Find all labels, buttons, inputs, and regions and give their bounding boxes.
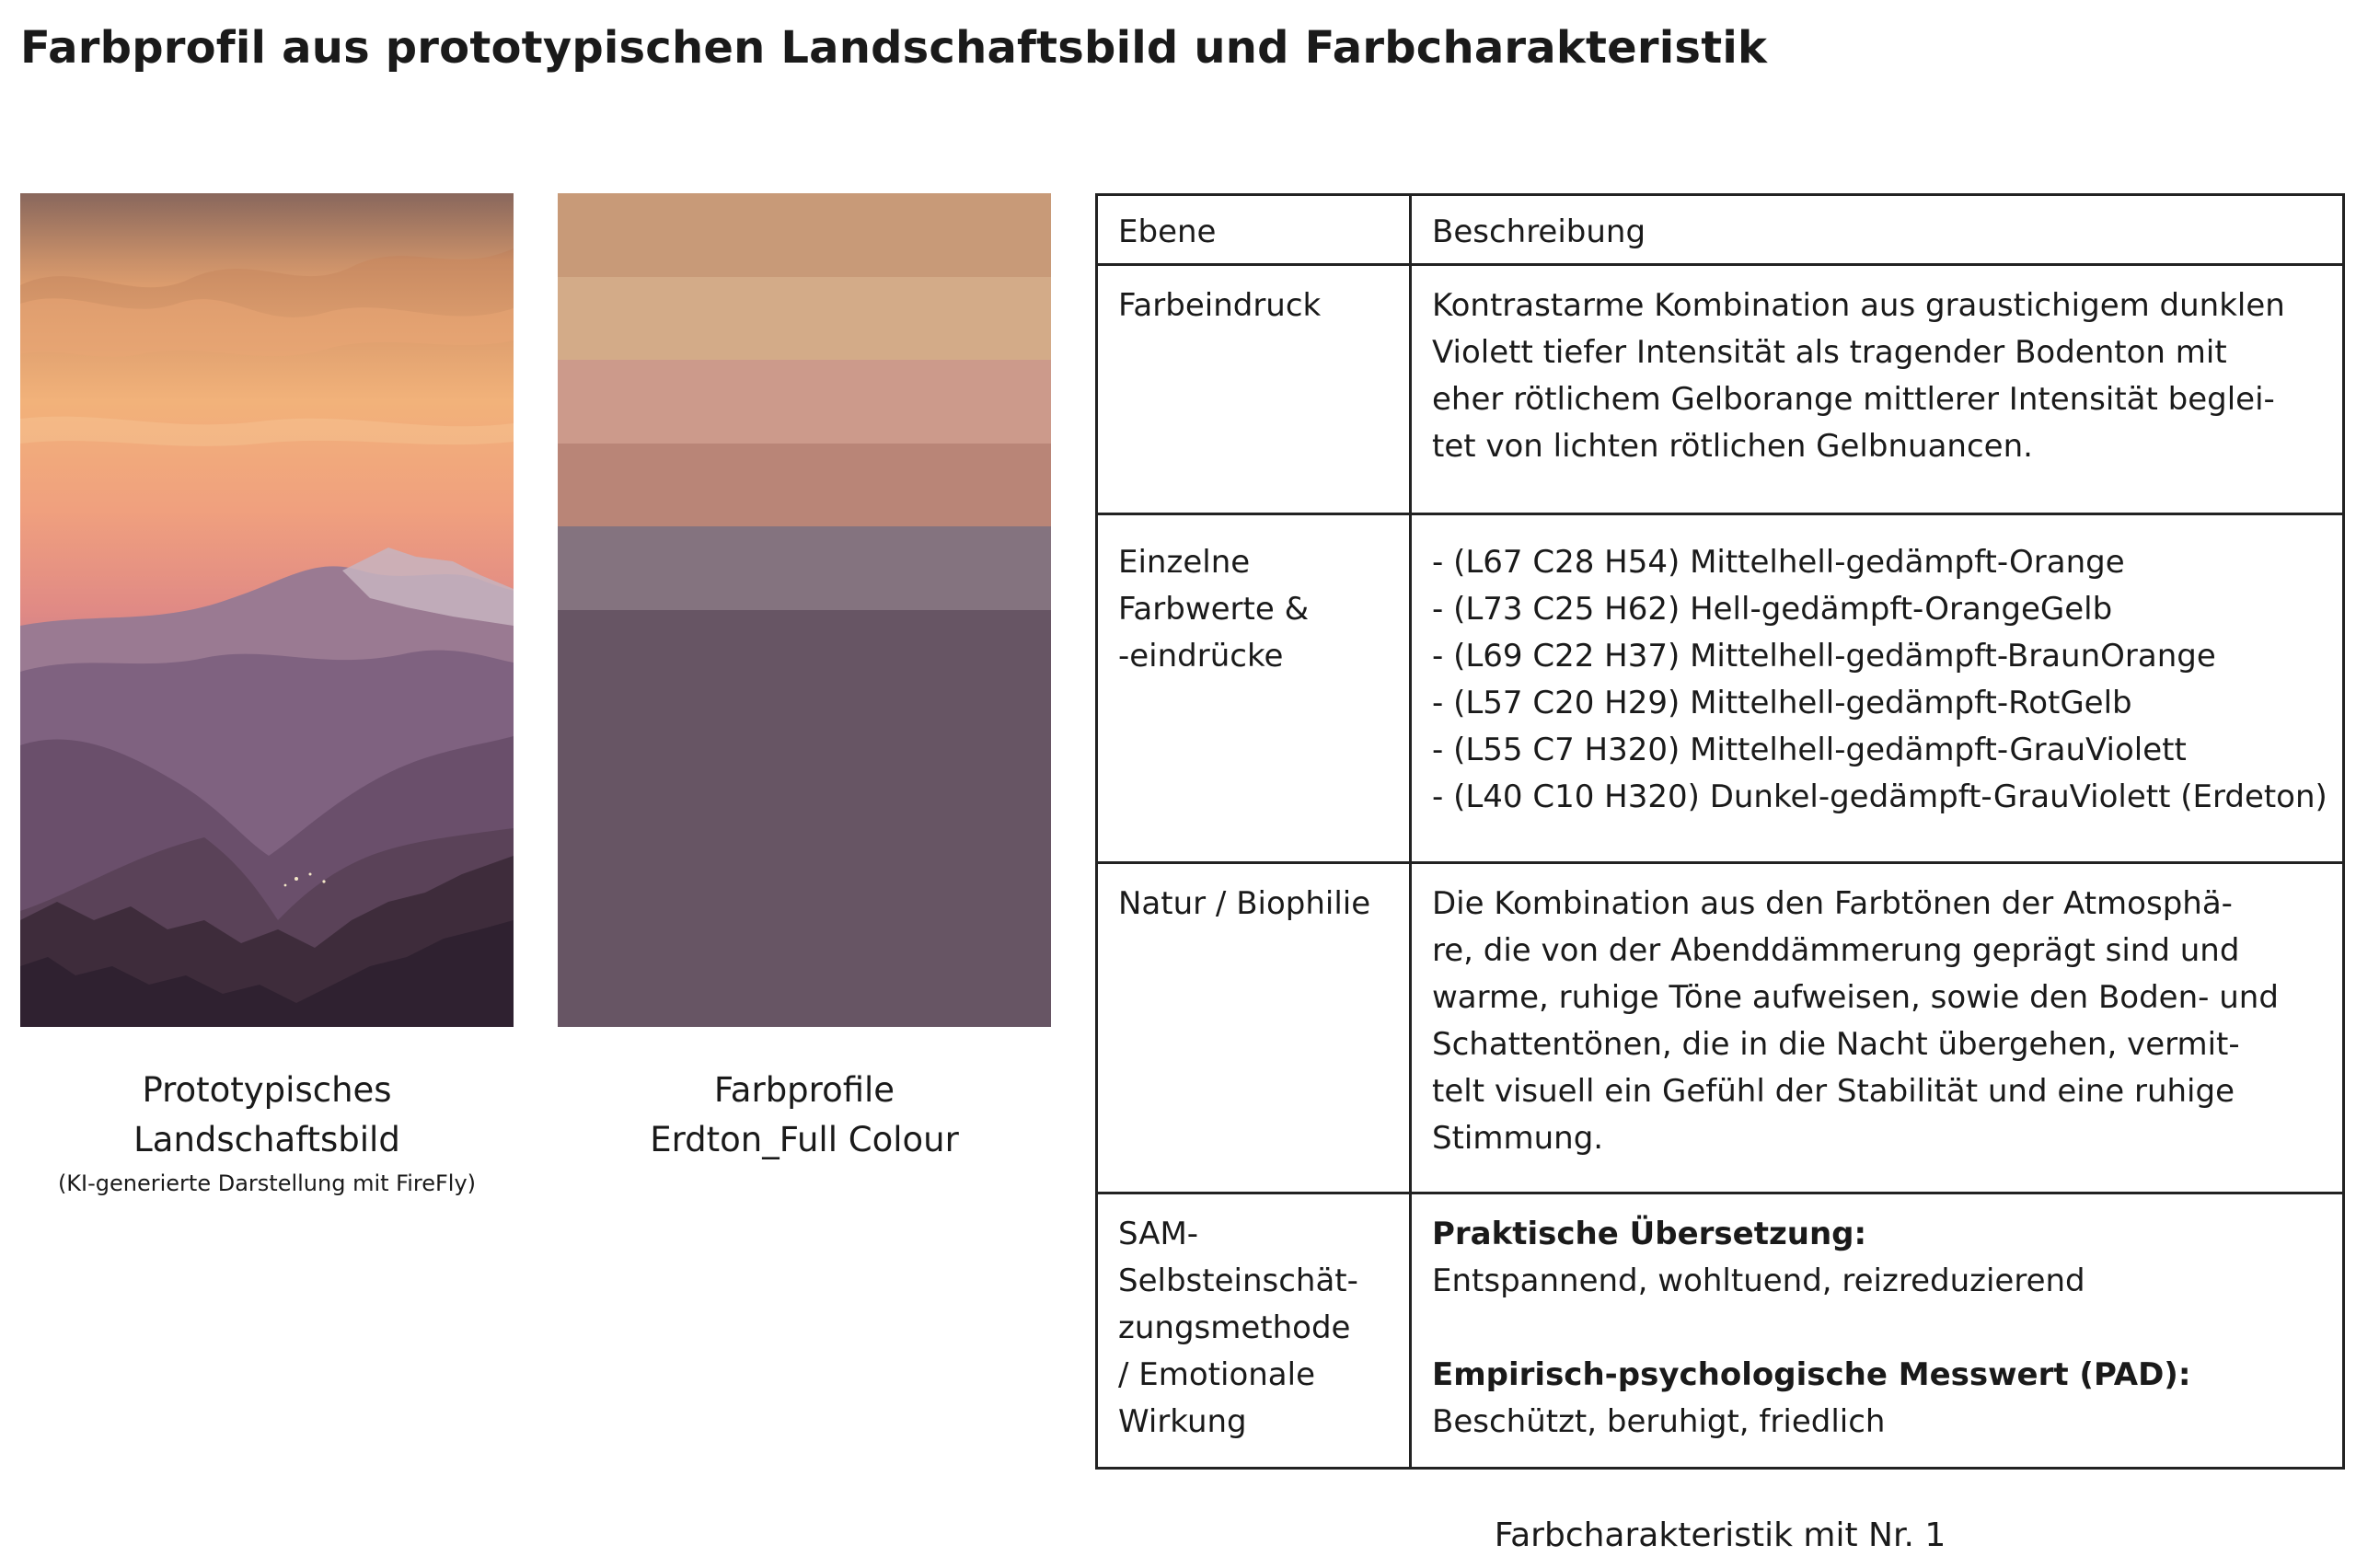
label-line: Einzelne <box>1118 544 1251 581</box>
label-line: zungsmethode <box>1118 1309 1351 1346</box>
row-label <box>1097 265 1411 514</box>
desc-line: - (L69 C22 H37) Mittelhell-gedämpft-BraunOrange <box>1432 638 2216 674</box>
row-description <box>1411 265 2344 514</box>
row-description <box>1411 1193 2344 1469</box>
table-row <box>1097 265 2344 514</box>
color-swatch-4 <box>558 444 1051 527</box>
desc-line: Schattentönen, die in die Nacht übergehen, vermit- <box>1432 1026 2240 1063</box>
landscape-caption <box>20 1066 514 1202</box>
desc-line: warme, ruhige Töne aufweisen, sowie den Boden- und <box>1432 979 2279 1016</box>
empirical-heading: Empirisch-psychologische Messwert (PAD): <box>1432 1356 2191 1393</box>
desc-line: - (L55 C7 H320) Mittelhell-gedämpft-GrauViolett <box>1432 732 2187 768</box>
row-label <box>1097 514 1411 863</box>
desc-line: Kontrastarme Kombination aus graustichigem dunklen <box>1432 287 2285 324</box>
desc-line: Die Kombination aus den Farbtönen der Atmosphä- <box>1432 885 2233 922</box>
color-swatch-5 <box>558 526 1051 610</box>
label-line: Farbeindruck <box>1118 287 1322 324</box>
label-line: / Emotionale <box>1118 1356 1315 1393</box>
desc-line: eher rötlichem Gelborange mittlerer Intensität beglei- <box>1432 381 2275 418</box>
palette-caption-line2: Erdton_Full Colour <box>650 1120 959 1159</box>
row-description <box>1411 514 2344 863</box>
page-title: Farbprofil aus prototypischen Landschaftsbild und Farbcharakteristik <box>20 22 1768 74</box>
color-swatch-3 <box>558 360 1051 444</box>
row-label <box>1097 1193 1411 1469</box>
table-row <box>1097 1193 2344 1469</box>
color-swatch-6 <box>558 610 1051 1027</box>
table-caption: Farbcharakteristik mit Nr. 1 <box>1494 1516 1946 1554</box>
empirical-text: Beschützt, beruhigt, friedlich <box>1432 1403 1886 1440</box>
table-row <box>1097 514 2344 863</box>
desc-line: - (L73 C25 H62) Hell-gedämpft-OrangeGelb <box>1432 591 2113 628</box>
label-line: Natur / Biophilie <box>1118 885 1371 922</box>
spacer <box>1432 1305 2324 1352</box>
row-label <box>1097 863 1411 1193</box>
desc-line: Stimmung. <box>1432 1120 1604 1157</box>
label-line: -eindrücke <box>1118 638 1284 674</box>
desc-line: - (L40 C10 H320) Dunkel-gedämpft-GrauViolett (Erdeton) <box>1432 778 2327 815</box>
desc-line: telt visuell ein Gefühl der Stabilität und eine ruhige <box>1432 1073 2235 1110</box>
label-line: Farbwerte & <box>1118 591 1310 628</box>
label-line: Selbsteinschät- <box>1118 1262 1358 1299</box>
row-description <box>1411 863 2344 1193</box>
table-header-row <box>1097 195 2344 265</box>
landscape-caption-line1: Prototypisches <box>142 1070 392 1110</box>
palette-caption-line1: Farbprofile <box>713 1070 895 1110</box>
landscape-illustration <box>20 193 514 1027</box>
color-characteristics-table <box>1095 193 2345 1470</box>
color-palette <box>558 193 1051 1027</box>
desc-line: - (L57 C20 H29) Mittelhell-gedämpft-RotGelb <box>1432 685 2132 721</box>
desc-line: - (L67 C28 H54) Mittelhell-gedämpft-Orange <box>1432 544 2125 581</box>
practical-text: Entspannend, wohltuend, reizreduzierend <box>1432 1262 2085 1299</box>
label-line: SAM- <box>1118 1216 1199 1252</box>
color-swatch-2 <box>558 277 1051 361</box>
header-beschreibung: Beschreibung <box>1411 195 2344 265</box>
desc-line: Violett tiefer Intensität als tragender Bodenton mit <box>1432 334 2227 371</box>
color-swatch-1 <box>558 193 1051 277</box>
palette-caption <box>558 1066 1051 1165</box>
desc-line: tet von lichten rötlichen Gelbnuancen. <box>1432 428 2033 465</box>
landscape-caption-line2: Landschaftsbild <box>133 1120 400 1159</box>
label-line: Wirkung <box>1118 1403 1247 1440</box>
landscape-caption-note: (KI-generierte Darstellung mit FireFly) <box>57 1170 477 1196</box>
header-ebene: Ebene <box>1097 195 1411 265</box>
practical-heading: Praktische Übersetzung: <box>1432 1216 1867 1252</box>
table-row <box>1097 863 2344 1193</box>
mountain-sunset-landscape-image <box>20 193 514 1027</box>
desc-line: re, die von der Abenddämmerung geprägt sind und <box>1432 932 2240 969</box>
